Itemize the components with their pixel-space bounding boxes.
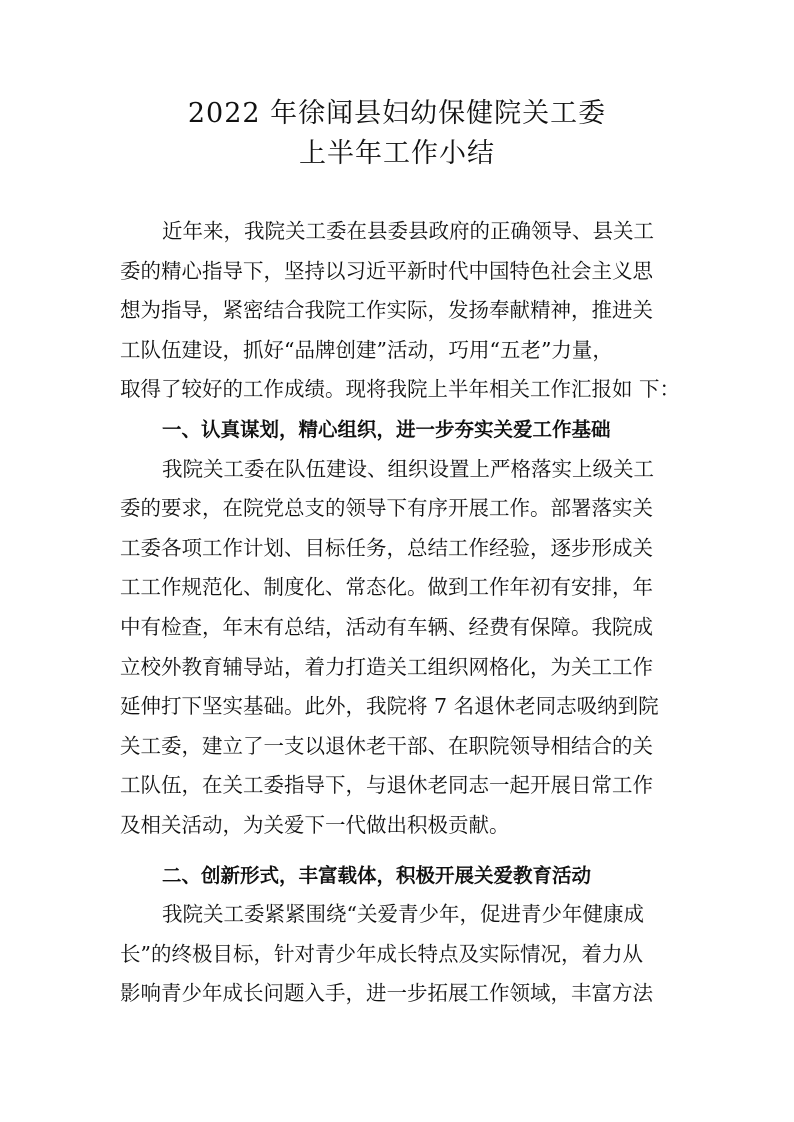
document-body xyxy=(120,212,690,1014)
paragraph-line: 我院关工委紧紧围绕“关爱青少年，促进青少年健康成 xyxy=(162,902,644,927)
section-2-heading: 二、创新形式，丰富载体，积极开展关爱教育活动 xyxy=(162,863,592,887)
paragraph-line: 长”的终极目标，针对青少年成长特点及实际情况，着力从 xyxy=(120,941,643,966)
section-1-heading: 一、认真谋划，精心组织，进一步夯实关爱工作基础 xyxy=(162,417,611,441)
paragraph-line: 工委各项工作计划、目标任务，总结工作经验，逐步形成关 xyxy=(120,535,653,560)
section-1-paragraph xyxy=(120,450,690,846)
paragraph-line: 工工作规范化、制度化、常态化。做到工作年初有安排，年 xyxy=(120,575,653,600)
intro-paragraph xyxy=(120,212,690,410)
paragraph-line: 中有检查，年末有总结，活动有车辆、经费有保障。我院成 xyxy=(120,614,653,639)
paragraph-line: 委的要求，在院党总支的领导下有序开展工作。部署落实关 xyxy=(120,496,653,521)
paragraph-line: 及相关活动，为关爱下一代做出积极贡献。 xyxy=(120,812,510,837)
paragraph-line: 工队伍，在关工委指导下，与退休老同志一起开展日常工作 xyxy=(120,773,653,798)
paragraph-line: 取得了较好的工作成绩。现将我院上半年相关工作汇报如 下： xyxy=(120,377,681,402)
paragraph-line: 关工委，建立了一支以退休老干部、在职院领导相结合的关 xyxy=(120,733,653,758)
section-2-paragraph xyxy=(120,895,690,1014)
title-line-1: 2022 年徐闻县妇幼保健院关工委 xyxy=(187,98,607,129)
paragraph-line: 近年来，我院关工委在县委县政府的正确领导、县关工 xyxy=(162,219,654,243)
title-line-2: 上半年工作小结 xyxy=(299,138,495,169)
paragraph-line: 工队伍建设，抓好“品牌创建”活动，巧用“五老”力量， xyxy=(120,337,613,362)
paragraph-line: 影响青少年成长问题入手，进一步拓展工作领域，丰富方法 xyxy=(120,981,653,1006)
paragraph-line: 委的精心指导下，坚持以习近平新时代中国特色社会主义思 xyxy=(120,258,653,283)
paragraph-line: 我院关工委在队伍建设、组织设置上严格落实上级关工 xyxy=(162,456,654,481)
paragraph-line: 想为指导，紧密结合我院工作实际，发扬奉献精神，推进关 xyxy=(120,298,653,323)
paragraph-line: 延伸打下坚实基础。此外，我院将 7 名退休老同志吸纳到院 xyxy=(120,694,659,719)
paragraph-line: 立校外教育辅导站，着力打造关工组织网格化，为关工工作 xyxy=(120,654,653,679)
document-title xyxy=(0,94,794,174)
